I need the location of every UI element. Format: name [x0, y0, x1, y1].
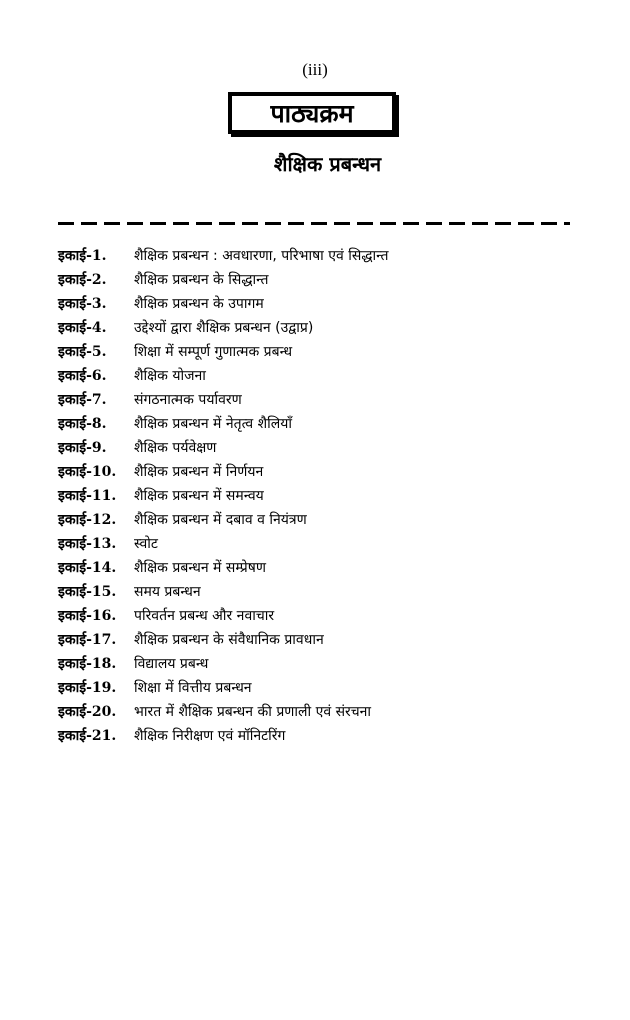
unit-row [58, 315, 598, 339]
unit-label: इकाई-20. [58, 703, 117, 720]
unit-title: शैक्षिक प्रबन्धन : अवधारणा, परिभाषा एवं सिद्धान्त [134, 247, 389, 264]
unit-label: इकाई-19. [58, 679, 117, 696]
unit-label: इकाई-14. [58, 559, 117, 576]
unit-title: शैक्षिक योजना [134, 367, 206, 384]
unit-title: शैक्षिक प्रबन्धन में नेतृत्व शैलियाँ [134, 415, 292, 432]
unit-title: शैक्षिक निरीक्षण एवं मॉनिटरिंग [134, 727, 286, 744]
unit-row [58, 699, 598, 723]
unit-label: इकाई-5. [58, 343, 107, 360]
page-number: (iii) [302, 60, 328, 79]
unit-label: इकाई-16. [58, 607, 117, 624]
unit-label: इकाई-15. [58, 583, 117, 600]
unit-title: शैक्षिक प्रबन्धन में सम्प्रेषण [134, 559, 266, 576]
dashed-divider [58, 222, 570, 225]
unit-title: उद्देश्यों द्वारा शैक्षिक प्रबन्धन (उद्वाप्र) [134, 319, 314, 336]
unit-title: संगठनात्मक पर्यावरण [134, 391, 242, 408]
unit-title: शिक्षा में सम्पूर्ण गुणात्मक प्रबन्ध [134, 343, 293, 360]
unit-row [58, 267, 598, 291]
unit-label: इकाई-18. [58, 655, 117, 672]
unit-title: परिवर्तन प्रबन्ध और नवाचार [134, 607, 275, 624]
unit-label: इकाई-13. [58, 535, 117, 552]
unit-row [58, 531, 598, 555]
unit-label: इकाई-7. [58, 391, 107, 408]
unit-label: इकाई-11. [58, 487, 117, 504]
units-list [58, 243, 598, 747]
title-box [228, 92, 396, 134]
unit-label: इकाई-1. [58, 247, 107, 264]
unit-row [58, 603, 598, 627]
unit-title: शैक्षिक प्रबन्धन के संवैधानिक प्रावधान [134, 631, 324, 648]
unit-title: शैक्षिक प्रबन्धन के उपागम [134, 295, 264, 312]
subject-subtitle: शैक्षिक प्रबन्धन [273, 152, 382, 176]
unit-title: समय प्रबन्धन [134, 583, 201, 600]
unit-title: शैक्षिक प्रबन्धन के सिद्धान्त [134, 271, 269, 288]
unit-title: शैक्षिक पर्यवेक्षण [134, 439, 217, 456]
unit-label: इकाई-6. [58, 367, 107, 384]
unit-label: इकाई-9. [58, 439, 107, 456]
unit-label: इकाई-2. [58, 271, 107, 288]
unit-row [58, 435, 598, 459]
unit-title: स्वोट [134, 535, 158, 552]
unit-title: शैक्षिक प्रबन्धन में समन्वय [134, 487, 264, 504]
unit-label: इकाई-10. [58, 463, 117, 480]
unit-title: भारत में शैक्षिक प्रबन्धन की प्रणाली एवं संरचना [134, 703, 372, 720]
unit-row [58, 675, 598, 699]
unit-title: विद्यालय प्रबन्ध [134, 655, 209, 672]
unit-label: इकाई-21. [58, 727, 117, 744]
unit-row [58, 627, 598, 651]
page-title: पाठ्यक्रम [270, 99, 354, 128]
unit-row [58, 483, 598, 507]
unit-label: इकाई-8. [58, 415, 107, 432]
unit-row [58, 579, 598, 603]
unit-row [58, 339, 598, 363]
unit-row [58, 651, 598, 675]
unit-label: इकाई-17. [58, 631, 117, 648]
unit-title: शैक्षिक प्रबन्धन में दबाव व नियंत्रण [134, 511, 307, 528]
unit-label: इकाई-4. [58, 319, 107, 336]
unit-row [58, 387, 598, 411]
unit-row [58, 291, 598, 315]
unit-label: इकाई-12. [58, 511, 117, 528]
unit-row [58, 555, 598, 579]
unit-row [58, 723, 598, 747]
unit-row [58, 507, 598, 531]
unit-row [58, 459, 598, 483]
unit-title: शिक्षा में वित्तीय प्रबन्धन [134, 679, 252, 696]
unit-label: इकाई-3. [58, 295, 107, 312]
unit-title: शैक्षिक प्रबन्धन में निर्णयन [134, 463, 264, 480]
unit-row [58, 363, 598, 387]
unit-row [58, 411, 598, 435]
unit-row [58, 243, 598, 267]
